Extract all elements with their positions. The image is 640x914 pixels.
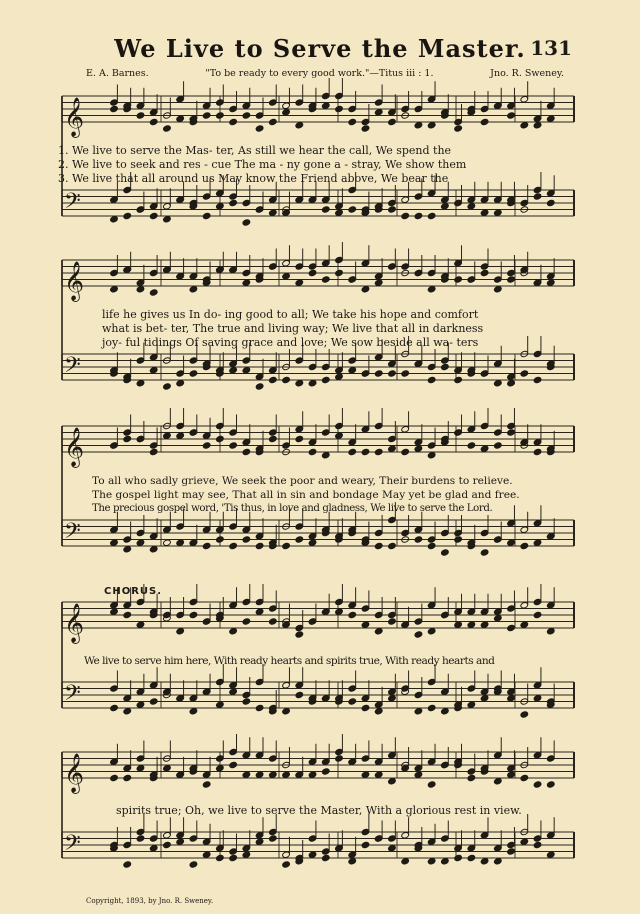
note-head — [136, 621, 145, 628]
clef-icon: 𝄞 — [64, 261, 85, 301]
note-head — [533, 539, 542, 546]
note-head — [361, 448, 370, 455]
note-head — [507, 276, 516, 283]
note-head — [546, 628, 555, 635]
note-head — [282, 771, 291, 778]
note-head — [136, 835, 145, 842]
note-head — [480, 695, 489, 702]
clef-icon: 𝄢 — [64, 831, 81, 861]
note-head — [427, 122, 436, 129]
note-head — [546, 199, 555, 206]
note-head — [163, 432, 172, 439]
note-head — [480, 858, 489, 865]
note-head — [255, 771, 264, 778]
note-head — [427, 628, 436, 635]
note-head — [295, 435, 304, 442]
note-head — [414, 212, 423, 219]
note-head — [374, 708, 383, 715]
note-head — [123, 546, 132, 553]
note-head — [494, 209, 503, 216]
note-head — [295, 536, 304, 543]
note-head — [202, 442, 211, 449]
note-head — [308, 380, 317, 387]
note-head — [374, 628, 383, 635]
note-head — [348, 858, 357, 865]
note-head — [176, 115, 185, 122]
note-head — [216, 765, 225, 772]
note-head — [110, 539, 119, 546]
note-head — [282, 109, 291, 116]
note-head — [414, 536, 423, 543]
note-head — [388, 845, 397, 852]
note-head — [269, 435, 278, 442]
note-head — [388, 618, 397, 625]
note-head — [242, 367, 251, 374]
note-head — [480, 269, 489, 276]
note-head — [189, 861, 198, 868]
note-head — [321, 452, 330, 459]
note-head — [282, 621, 291, 628]
note-head — [308, 539, 317, 546]
note-head — [348, 206, 357, 213]
note-head — [533, 781, 542, 788]
note-head — [202, 542, 211, 549]
note-head — [176, 628, 185, 635]
note-head — [441, 708, 450, 715]
note-head — [189, 286, 198, 293]
note-head — [361, 125, 370, 132]
note-head — [255, 704, 264, 711]
scripture-reference: "To be ready to every good work."—Titus iii : 1. — [205, 68, 434, 79]
note-head — [202, 112, 211, 119]
note-head — [401, 858, 410, 865]
note-head — [388, 778, 397, 785]
note-head — [374, 771, 383, 778]
note-head — [533, 376, 542, 383]
note-head — [295, 691, 304, 698]
clef-icon: 𝄢 — [64, 681, 81, 711]
note-head — [480, 209, 489, 216]
note-head — [189, 370, 198, 377]
note-head — [242, 112, 251, 119]
note-head — [163, 765, 172, 772]
lyric-line: 3. We live that all around us May know the Friend above, We bear the — [58, 172, 449, 185]
note-head — [467, 442, 476, 449]
note-head — [149, 698, 158, 705]
clef-icon: 𝄞 — [64, 753, 85, 793]
note-head — [123, 861, 132, 868]
note-head — [229, 199, 238, 206]
note-head — [149, 845, 158, 852]
note-head — [494, 380, 503, 387]
note-head — [229, 688, 238, 695]
note-head — [149, 448, 158, 455]
note-head — [123, 708, 132, 715]
note-head — [295, 380, 304, 387]
note-head — [374, 542, 383, 549]
note-head — [136, 701, 145, 708]
note-head — [480, 621, 489, 628]
note-head — [467, 621, 476, 628]
note-head — [308, 448, 317, 455]
note-head — [321, 854, 330, 861]
note-head — [282, 376, 291, 383]
note-head — [520, 838, 529, 845]
note-head — [494, 442, 503, 449]
note-head — [374, 370, 383, 377]
note-head — [348, 367, 357, 374]
note-head — [308, 851, 317, 858]
note-head — [163, 125, 172, 132]
note-head — [427, 704, 436, 711]
note-head — [110, 774, 119, 781]
author-credit: E. A. Barnes. — [86, 68, 149, 79]
note-head — [427, 542, 436, 549]
note-head — [282, 542, 291, 549]
note-head — [467, 854, 476, 861]
note-head — [229, 628, 238, 635]
note-head — [189, 611, 198, 618]
note-head — [414, 445, 423, 452]
note-head — [401, 765, 410, 772]
note-head — [255, 838, 264, 845]
note-head — [388, 206, 397, 213]
note-head — [149, 212, 158, 219]
note-head — [136, 380, 145, 387]
note-head — [546, 851, 555, 858]
note-head — [388, 695, 397, 702]
note-head — [507, 539, 516, 546]
note-head — [269, 376, 278, 383]
note-head — [149, 289, 158, 296]
note-head — [123, 774, 132, 781]
note-head — [467, 701, 476, 708]
note-head — [216, 854, 225, 861]
note-head — [361, 771, 370, 778]
note-head — [242, 536, 251, 543]
note-head — [533, 193, 542, 200]
lyric-line: 2. We live to seek and res - cue The ma - ny gone a - stray, We show them — [58, 158, 467, 171]
note-head — [388, 542, 397, 549]
note-head — [282, 861, 291, 868]
note-head — [242, 279, 251, 286]
chorus-label: CHORUS. — [104, 586, 163, 597]
note-head — [335, 269, 344, 276]
copyright-notice: Copyright, 1893, by Jno. R. Sweney. — [86, 897, 214, 905]
note-head — [533, 841, 542, 848]
note-head — [176, 838, 185, 845]
note-head — [321, 276, 330, 283]
clef-icon: 𝄢 — [64, 353, 81, 383]
note-head — [388, 370, 397, 377]
note-head — [494, 778, 503, 785]
note-head — [242, 448, 251, 455]
note-head — [110, 286, 119, 293]
note-head — [454, 125, 463, 132]
note-head — [163, 539, 172, 546]
note-head — [269, 835, 278, 842]
note-head — [520, 621, 529, 628]
note-head — [216, 112, 225, 119]
note-head — [427, 452, 436, 459]
clef-icon: 𝄢 — [64, 519, 81, 549]
lyric-line: 1. We live to serve the Mas- ter, As still we hear the call, We spend the — [58, 144, 452, 157]
note-head — [427, 781, 436, 788]
lyric-line: joy- ful tidings Of saving grace and love; We sow beside all wa- ters — [102, 336, 479, 349]
note-head — [255, 608, 264, 615]
note-head — [295, 122, 304, 129]
note-head — [123, 611, 132, 618]
note-head — [480, 549, 489, 556]
note-head — [480, 445, 489, 452]
note-head — [427, 858, 436, 865]
note-head — [494, 286, 503, 293]
note-head — [110, 105, 119, 112]
note-head — [242, 698, 251, 705]
note-head — [348, 698, 357, 705]
note-head — [546, 279, 555, 286]
note-head — [295, 631, 304, 638]
note-head — [546, 781, 555, 788]
note-head — [321, 376, 330, 383]
note-head — [454, 621, 463, 628]
note-head — [110, 608, 119, 615]
lyric-line: life he gives us In do- ing good to all; We take his hope and comfort — [102, 308, 479, 321]
note-head — [229, 761, 238, 768]
note-head — [414, 631, 423, 638]
page-number: 131 — [530, 36, 572, 60]
clef-icon: 𝄞 — [64, 97, 85, 137]
note-head — [348, 611, 357, 618]
note-head — [467, 774, 476, 781]
note-head — [507, 380, 516, 387]
note-head — [202, 212, 211, 219]
note-head — [441, 203, 450, 210]
note-head — [335, 373, 344, 380]
note-head — [216, 701, 225, 708]
note-head — [533, 611, 542, 618]
lyric-line: spirits true; Oh, we live to serve the Master, With a glorious rest in view. — [116, 804, 522, 817]
note-head — [374, 109, 383, 116]
note-head — [388, 445, 397, 452]
note-head — [136, 765, 145, 772]
lyric-line: To all who sadly grieve, We seek the poor and weary, Their burdens to relieve. — [92, 475, 513, 487]
note-head — [454, 376, 463, 383]
note-head — [216, 203, 225, 210]
note-head — [507, 429, 516, 436]
note-head — [163, 841, 172, 848]
note-head — [202, 781, 211, 788]
note-head — [520, 774, 529, 781]
note-head — [335, 608, 344, 615]
clef-icon: 𝄞 — [64, 427, 85, 467]
note-head — [494, 615, 503, 622]
note-head — [335, 105, 344, 112]
note-head — [269, 209, 278, 216]
note-head — [282, 708, 291, 715]
note-head — [467, 203, 476, 210]
note-head — [176, 432, 185, 439]
note-head — [414, 122, 423, 129]
note-head — [176, 539, 185, 546]
note-head — [308, 269, 317, 276]
note-head — [401, 448, 410, 455]
note-head — [229, 367, 238, 374]
note-head — [110, 704, 119, 711]
note-head — [335, 209, 344, 216]
note-head — [242, 618, 251, 625]
note-head — [335, 432, 344, 439]
note-head — [454, 276, 463, 283]
note-head — [441, 363, 450, 370]
note-head — [454, 854, 463, 861]
lyric-line: We live to serve him here, With ready hearts and spirits true, With ready hearts and — [84, 655, 495, 667]
note-head — [242, 851, 251, 858]
note-head — [216, 435, 225, 442]
note-head — [533, 695, 542, 702]
note-head — [441, 858, 450, 865]
note-head — [321, 102, 330, 109]
note-head — [414, 708, 423, 715]
note-head — [361, 841, 370, 848]
note-head — [229, 542, 238, 549]
note-head — [149, 367, 158, 374]
note-head — [269, 118, 278, 125]
note-head — [123, 435, 132, 442]
note-head — [269, 618, 278, 625]
note-head — [361, 621, 370, 628]
note-head — [308, 771, 317, 778]
note-head — [401, 370, 410, 377]
note-head — [507, 112, 516, 119]
note-head — [149, 546, 158, 553]
note-head — [163, 383, 172, 390]
note-head — [282, 209, 291, 216]
note-head — [136, 112, 145, 119]
composer-credit: Jno. R. Sweney. — [490, 68, 564, 79]
note-head — [255, 542, 264, 549]
note-head — [242, 771, 251, 778]
note-head — [149, 118, 158, 125]
note-head — [441, 549, 450, 556]
note-head — [136, 539, 145, 546]
lyric-line: what is bet- ter, The true and living way; We live that all in darkness — [102, 322, 484, 335]
note-head — [229, 854, 238, 861]
note-head — [507, 695, 516, 702]
note-head — [507, 771, 516, 778]
lyric-line: The gospel light may see, That all in sin and bondage May yet be glad and free. — [92, 489, 520, 501]
note-head — [176, 380, 185, 387]
hymn-title: We Live to Serve the Master. — [114, 34, 526, 63]
note-head — [401, 212, 410, 219]
note-head — [361, 286, 370, 293]
clef-icon: 𝄢 — [64, 189, 81, 219]
note-head — [546, 115, 555, 122]
note-head — [520, 122, 529, 129]
note-head — [110, 216, 119, 223]
note-head — [454, 536, 463, 543]
note-head — [282, 273, 291, 280]
note-head — [427, 286, 436, 293]
note-head — [361, 704, 370, 711]
note-head — [348, 118, 357, 125]
note-head — [507, 848, 516, 855]
note-head — [507, 624, 516, 631]
note-head — [216, 536, 225, 543]
note-head — [374, 279, 383, 286]
lyric-line: The precious gospel word, 'Tis thus, in love and gladness, We live to serve the Lord. — [92, 503, 493, 514]
note-head — [335, 755, 344, 762]
note-head — [255, 383, 264, 390]
note-head — [427, 212, 436, 219]
note-head — [295, 279, 304, 286]
note-head — [494, 858, 503, 865]
note-head — [427, 376, 436, 383]
note-head — [269, 771, 278, 778]
note-head — [242, 219, 251, 226]
note-head — [388, 118, 397, 125]
note-head — [123, 212, 132, 219]
note-head — [321, 768, 330, 775]
note-head — [520, 542, 529, 549]
note-head — [348, 448, 357, 455]
note-head — [163, 216, 172, 223]
note-head — [520, 711, 529, 718]
note-head — [374, 448, 383, 455]
note-head — [414, 771, 423, 778]
note-head — [480, 118, 489, 125]
note-head — [255, 125, 264, 132]
note-head — [520, 370, 529, 377]
note-head — [321, 206, 330, 213]
note-head — [533, 122, 542, 129]
note-head — [202, 851, 211, 858]
note-head — [229, 442, 238, 449]
note-head — [533, 448, 542, 455]
clef-icon: 𝄞 — [64, 603, 85, 643]
note-head — [136, 286, 145, 293]
note-head — [189, 708, 198, 715]
note-head — [229, 118, 238, 125]
